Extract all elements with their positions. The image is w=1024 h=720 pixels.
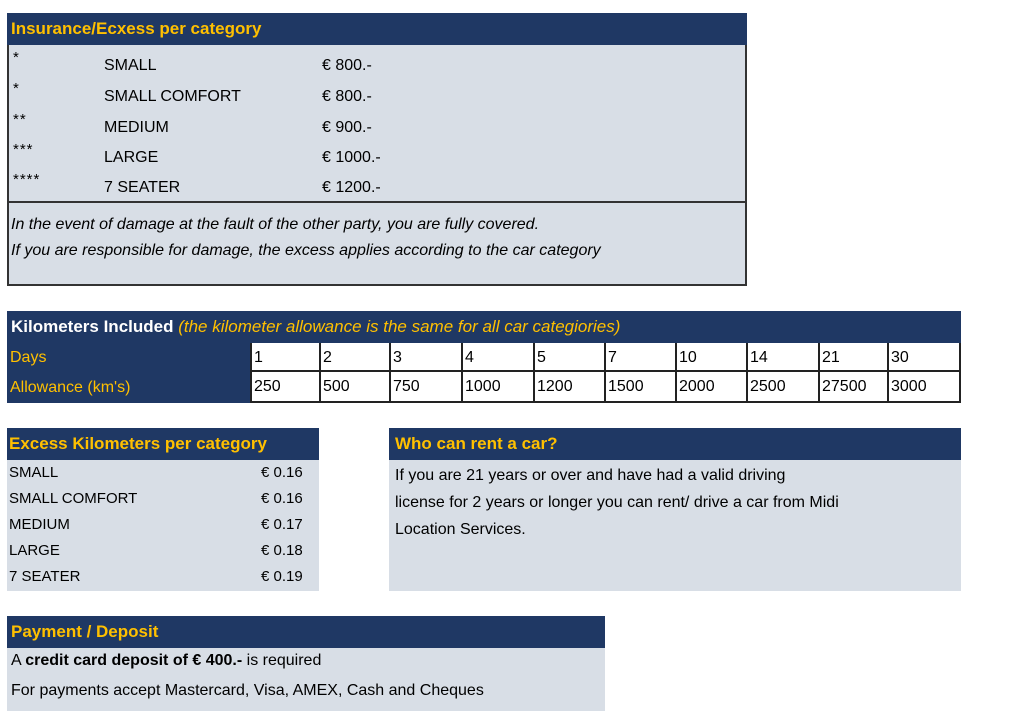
kilometers-subtitle: (the kilometer allowance is the same for all car categiories): [178, 317, 621, 336]
who-can-rent-section: [389, 428, 961, 591]
excess-amount: € 800.-: [322, 88, 372, 105]
price-per-km: € 0.16: [261, 490, 303, 507]
category-name: MEDIUM: [104, 119, 169, 136]
days-label: Days: [10, 349, 47, 366]
excess-km-row: [7, 512, 319, 538]
payment-line-1-prefix: A: [11, 652, 26, 669]
category-name: SMALL COMFORT: [9, 490, 138, 507]
kilometers-section: [7, 311, 961, 403]
days-cell: 5: [533, 343, 604, 372]
who-can-rent-line-2: license for 2 years or longer you can rent/ drive a car from Midi: [395, 494, 839, 511]
insurance-body: [7, 45, 747, 286]
payment-line-1-suffix: is required: [242, 652, 322, 669]
allowance-cell: 27500: [818, 372, 887, 403]
excess-km-row: [7, 538, 319, 564]
kilometers-header: [7, 311, 961, 343]
days-cell: 14: [746, 343, 818, 372]
category-stars: **: [13, 111, 27, 128]
category-name: LARGE: [9, 542, 60, 559]
insurance-header: Insurance/Ecxess per category: [7, 13, 747, 45]
payment-line-2: For payments accept Mastercard, Visa, AMEX, Cash and Cheques: [11, 682, 484, 699]
kilometers-title: Kilometers Included: [11, 317, 174, 336]
category-name: MEDIUM: [9, 516, 70, 533]
deposit-amount: credit card deposit of € 400.-: [25, 652, 243, 669]
days-cell: 21: [818, 343, 887, 372]
insurance-section: [7, 13, 747, 286]
excess-km-section: [7, 428, 319, 591]
payment-line-1: [11, 652, 321, 670]
excess-amount: € 1200.-: [322, 179, 381, 196]
days-cell: 2: [319, 343, 389, 372]
category-stars: *: [13, 80, 20, 97]
who-can-rent-header: Who can rent a car?: [389, 428, 961, 460]
category-stars: ****: [13, 171, 41, 188]
allowance-cell: 2500: [746, 372, 818, 403]
excess-amount: € 800.-: [322, 57, 372, 74]
category-name: 7 SEATER: [9, 568, 81, 585]
payment-section: [7, 616, 605, 711]
excess-km-row: [7, 564, 319, 590]
category-name: 7 SEATER: [104, 179, 181, 196]
allowance-cell: 500: [319, 372, 389, 403]
insurance-divider: [9, 201, 745, 203]
days-cell: 7: [604, 343, 675, 372]
days-cell: 10: [675, 343, 746, 372]
payment-header: Payment / Deposit: [7, 616, 605, 648]
excess-km-header: Excess Kilometers per category: [7, 428, 319, 460]
price-per-km: € 0.17: [261, 516, 303, 533]
excess-amount: € 900.-: [322, 119, 372, 136]
category-name: SMALL: [9, 464, 59, 481]
allowance-cell: 250: [250, 372, 319, 403]
category-stars: *: [13, 49, 20, 66]
who-can-rent-body: [389, 460, 961, 591]
allowance-label: Allowance (km's): [10, 379, 131, 396]
days-cell: 1: [250, 343, 319, 372]
allowance-cell: 1000: [461, 372, 533, 403]
insurance-note-1: In the event of damage at the fault of the other party, you are fully covered.: [11, 216, 540, 233]
days-cell: 30: [887, 343, 961, 372]
allowance-cell: 1200: [533, 372, 604, 403]
insurance-row: [9, 169, 745, 199]
payment-body: [7, 648, 605, 711]
insurance-row: [9, 139, 745, 169]
price-per-km: € 0.19: [261, 568, 303, 585]
days-cell: 3: [389, 343, 461, 372]
who-can-rent-line-3: Location Services.: [395, 521, 526, 538]
allowance-cell: 2000: [675, 372, 746, 403]
excess-km-row: [7, 486, 319, 512]
category-name: SMALL: [104, 57, 157, 74]
allowance-cell: 1500: [604, 372, 675, 403]
insurance-row: [9, 47, 745, 77]
price-per-km: € 0.16: [261, 464, 303, 481]
who-can-rent-line-1: If you are 21 years or over and have had a valid driving: [395, 467, 786, 484]
category-name: LARGE: [104, 149, 159, 166]
category-stars: ***: [13, 141, 34, 158]
excess-km-row: [7, 460, 319, 486]
category-name: SMALL COMFORT: [104, 88, 241, 105]
allowance-cell: 3000: [887, 372, 961, 403]
days-row: [7, 343, 961, 372]
insurance-row: [9, 109, 745, 139]
allowance-row: [7, 372, 961, 403]
days-cell: 4: [461, 343, 533, 372]
insurance-row: [9, 78, 745, 108]
allowance-cell: 750: [389, 372, 461, 403]
excess-amount: € 1000.-: [322, 149, 381, 166]
insurance-note-2: If you are responsible for damage, the excess applies according to the car category: [11, 242, 601, 259]
price-per-km: € 0.18: [261, 542, 303, 559]
excess-km-body: [7, 460, 319, 591]
